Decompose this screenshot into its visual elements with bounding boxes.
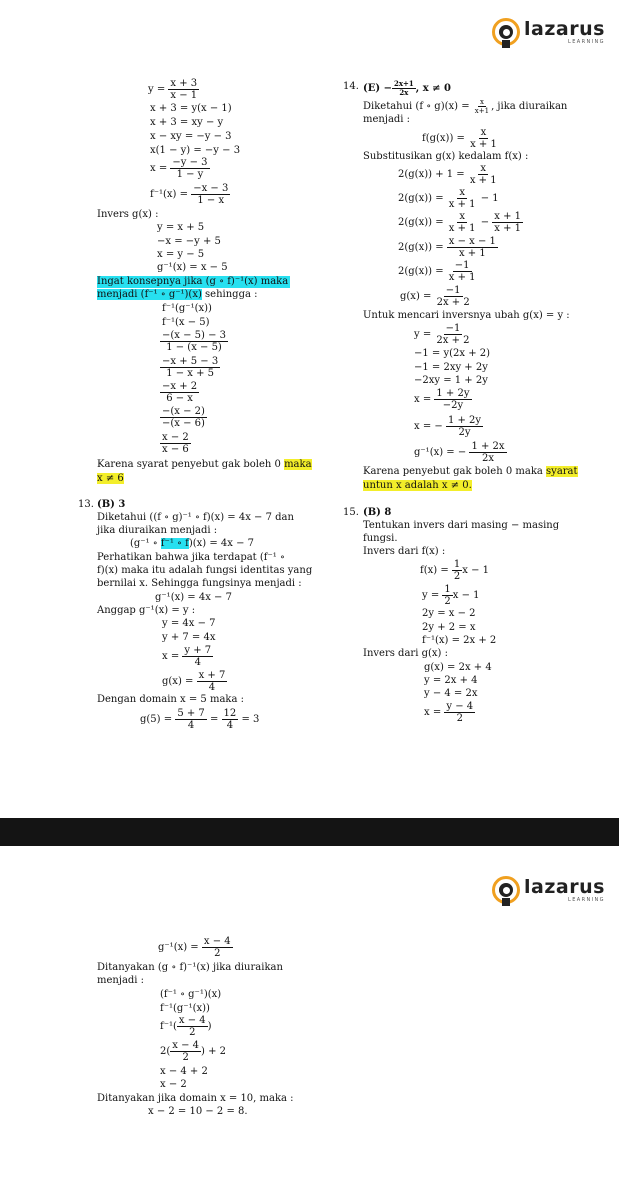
question-number: 15. — [343, 507, 359, 518]
text-line: menjadi (f⁻¹ ∘ g⁻¹)(x) sehingga : — [97, 289, 258, 300]
eq-line: x = $\frac{y + 7}{4}$ — [162, 645, 212, 668]
eq-line: $\frac{-(x - 2)}{-(x - 6)}$ — [162, 406, 205, 429]
answer-label: (E) − $\frac{2x+1}{2x}$ , x ≠ 0 — [363, 79, 451, 97]
eq-line: 2( $\frac{x - 4}{2}$ ) + 2 — [160, 1040, 227, 1063]
eq-line: f⁻¹( $\frac{x - 4}{2}$ ) — [160, 1015, 212, 1038]
eq-line: x − 2 = 10 − 2 = 8. — [148, 1106, 248, 1117]
eq-line: f⁻¹(x − 5) — [162, 317, 210, 328]
eq-line: y = 4x − 7 — [162, 618, 216, 629]
text-line: Diketahui (f ∘ g)(x) = $\frac{x}{x+1}$ , jika diuraikan — [363, 98, 568, 115]
eq-line: g⁻¹(x) = $\frac{x - 4}{2}$ — [158, 936, 231, 959]
eq-line: x + 3 = y(x − 1) — [150, 103, 232, 114]
eq-line: −x = −y + 5 — [157, 236, 221, 247]
text-line: fungsi. — [363, 533, 398, 544]
text-line: Karena penyebut gak boleh 0 maka syarat — [363, 466, 578, 477]
eq-line: g(5) = $\frac{5 + 7}{4}$ = $\frac{12}{4}$ = 3 — [140, 708, 260, 731]
highlighted-text: Ingat konsepnya jika (g ∘ f)⁻¹(x) maka — [97, 276, 289, 287]
eq-line: x − xy = −y − 3 — [150, 131, 232, 142]
lazarus-logo-icon — [492, 18, 520, 46]
text-line: Invers g(x) : — [97, 209, 159, 220]
question-number: 13. — [78, 499, 94, 510]
eq-line: g⁻¹(x) = x − 5 — [157, 262, 228, 273]
highlighted-text: maka — [284, 459, 312, 470]
eq-line: $\frac{-x + 5 - 3}{1 - x + 5}$ — [162, 356, 219, 379]
eq-line: x(1 − y) = −y − 3 — [150, 145, 241, 156]
eq-line: x = $\frac{-y - 3}{1 - y}$ — [150, 157, 208, 180]
eq-line: 2(g(x)) = $\frac{-1}{x + 1}$ — [398, 260, 476, 283]
text-line — [97, 473, 124, 485]
eq-line: $\frac{x - 2}{x - 6}$ — [162, 432, 189, 455]
eq-line: 2(g(x)) = $\frac{x}{x + 1}$ − 1 — [398, 187, 499, 210]
answer-label: (B) 8 — [363, 507, 392, 518]
eq-line: (g⁻¹ ∘ f⁻¹ ∘ f)(x) = 4x − 7 — [130, 538, 254, 549]
eq-line: −2xy = 1 + 2y — [414, 375, 488, 386]
text-line: Dengan domain x = 5 maka : — [97, 694, 244, 705]
text-line — [363, 480, 472, 492]
text-line: bernilai x. Sehingga fungsinya menjadi : — [97, 578, 302, 589]
eq-line: y = 2x + 4 — [424, 675, 478, 686]
eq-line: 2(g(x)) + 1 = $\frac{x}{x + 1}$ — [398, 163, 497, 186]
eq-line: y + 7 = 4x — [162, 632, 216, 643]
text-line: jika diuraikan menjadi : — [97, 525, 218, 536]
highlighted-text: menjadi (f⁻¹ ∘ g⁻¹)(x) — [97, 289, 202, 300]
eq-line: y = $\frac{1}{2}$ x − 1 — [422, 584, 480, 607]
eq-line: x + 3 = xy − y — [150, 117, 224, 128]
eq-line: g(x) = 2x + 4 — [424, 662, 492, 673]
eq-line: g⁻¹(x) = − $\frac{1 + 2x}{2x}$ — [414, 441, 505, 464]
eq-line: 2y = x − 2 — [422, 608, 476, 619]
eq-line: y = x + 5 — [157, 222, 205, 233]
lazarus-logo — [492, 18, 605, 46]
eq-line: f(g(x)) = $\frac{x}{x + 1}$ — [422, 127, 497, 150]
eq-line: y = $\frac{-1}{2x + 2}$ — [414, 323, 470, 346]
text-line: Anggap g⁻¹(x) = y : — [97, 605, 196, 616]
question-number: 14. — [343, 81, 359, 92]
logo-brand: lazarus — [524, 875, 605, 898]
eq-line: x − 2 — [160, 1079, 187, 1090]
text-line: Diketahui ((f ∘ g)⁻¹ ∘ f)(x) = 4x − 7 dan — [97, 512, 294, 523]
logo-sub: LEARNING — [568, 38, 605, 45]
eq-line: 2(g(x)) = $\frac{x}{x + 1}$ − $\frac{x + 1}{x + 1}$ — [398, 211, 522, 234]
lazarus-logo — [492, 876, 605, 904]
highlighted-text: untun x adalah x ≠ 0. — [363, 480, 472, 491]
eq-line: g(x) = $\frac{x + 7}{4}$ — [162, 670, 226, 693]
eq-line: −1 = y(2x + 2) — [414, 348, 491, 359]
eq-line: f⁻¹(g⁻¹(x)) — [162, 303, 212, 314]
eq-line: −1 = 2xy + 2y — [414, 362, 488, 373]
text-line: Perhatikan bahwa jika terdapat (f⁻¹ ∘ — [97, 552, 285, 563]
eq-line: 2(g(x)) = $\frac{x - x - 1}{x + 1}$ — [398, 236, 496, 259]
eq-line: 2y + 2 = x — [422, 622, 476, 633]
eq-line: f⁻¹(x) = 2x + 2 — [422, 635, 497, 646]
highlighted-text: syarat — [546, 466, 578, 477]
eq-line: f⁻¹(x) = $\frac{-x - 3}{1 - x}$ — [150, 183, 229, 206]
text-line: Karena syarat penyebut gak boleh 0 maka — [97, 459, 312, 470]
text-line: Invers dari g(x) : — [363, 648, 448, 659]
text-line: Invers dari f(x) : — [363, 546, 446, 557]
text-line: menjadi : — [97, 975, 145, 986]
eq-line: x = $\frac{y - 4}{2}$ — [424, 701, 474, 724]
eq-line: g(x) = $\frac{-1}{2x + 2}$ — [400, 285, 470, 308]
eq-line: x − 4 + 2 — [160, 1066, 208, 1077]
page-2 — [0, 846, 619, 1200]
logo-sub: LEARNING — [568, 896, 605, 903]
eq-line: x = y − 5 — [157, 249, 205, 260]
text-line: menjadi : — [363, 114, 411, 125]
eq-line: (f⁻¹ ∘ g⁻¹)(x) — [160, 989, 222, 1000]
text-line: Substitusikan g(x) kedalam f(x) : — [363, 151, 529, 162]
eq-line: g⁻¹(x) = 4x − 7 — [155, 592, 232, 603]
text-line: Ditanyakan (g ∘ f)⁻¹(x) jika diuraikan — [97, 962, 283, 973]
logo-brand: lazarus — [524, 17, 605, 40]
text-line: Ditanyakan jika domain x = 10, maka : — [97, 1093, 294, 1104]
highlighted-text: x ≠ 6 — [97, 473, 124, 484]
text-line: Tentukan invers dari masing − masing — [363, 520, 560, 531]
eq-line: x = − $\frac{1 + 2y}{2y}$ — [414, 415, 482, 438]
lazarus-logo-icon — [492, 876, 520, 904]
eq-line: $\frac{-x + 2}{6 - x}$ — [162, 381, 198, 404]
eq-line: y = $\frac{x + 3}{x - 1}$ — [148, 78, 198, 101]
text-line: f)(x) maka itu adalah fungsi identitas yang — [97, 565, 313, 576]
eq-line: y − 4 = 2x — [424, 688, 478, 699]
page-separator — [0, 818, 619, 846]
text-line: Untuk mencari inversnya ubah g(x) = y : — [363, 310, 570, 321]
eq-line: f⁻¹(g⁻¹(x)) — [160, 1003, 210, 1014]
eq-line: f(x) = $\frac{1}{2}$ x − 1 — [420, 559, 490, 582]
eq-line: x = $\frac{1 + 2y}{-2y}$ — [414, 388, 470, 411]
eq-line: $\frac{-(x - 5) - 3}{1 - (x - 5)}$ — [162, 330, 227, 353]
answer-label: (B) 3 — [97, 499, 126, 510]
highlighted-text: f⁻¹ ∘ f — [160, 538, 189, 549]
